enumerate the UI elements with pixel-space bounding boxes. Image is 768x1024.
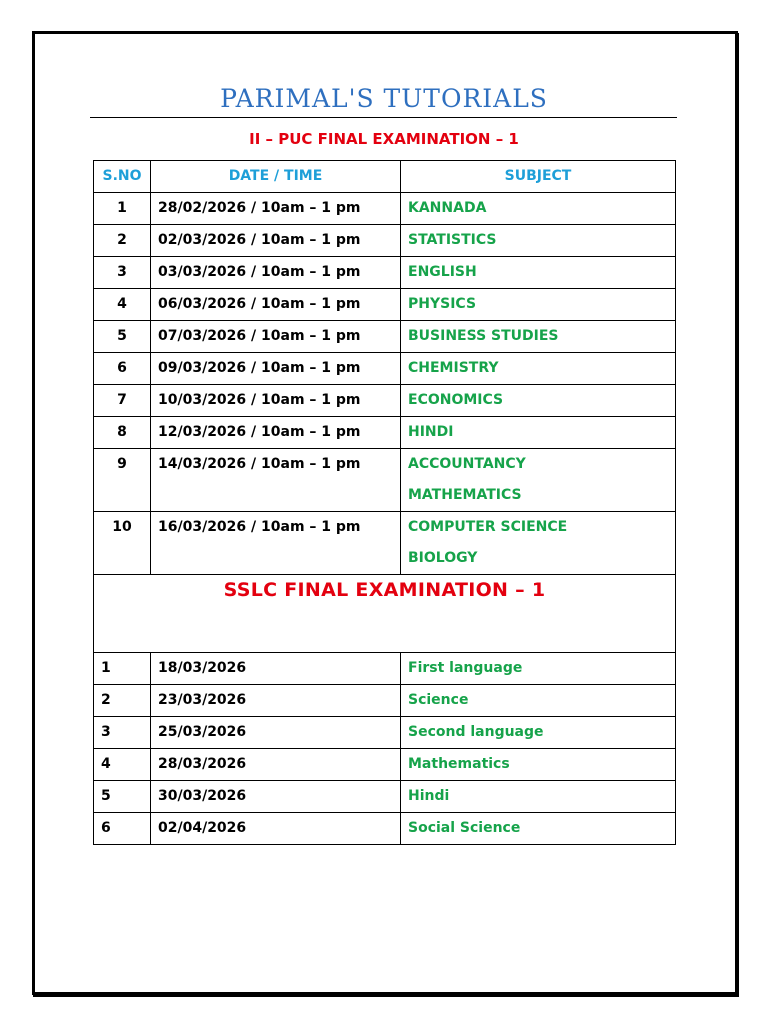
puc-table-row bbox=[94, 193, 676, 225]
date-time-cell: 09/03/2026 / 10am – 1 pm bbox=[151, 353, 401, 385]
subject-name: PHYSICS bbox=[408, 296, 477, 312]
subject-name: COMPUTER SCIENCE bbox=[408, 519, 568, 535]
sno-cell: 6 bbox=[94, 353, 151, 385]
puc-table-row bbox=[94, 512, 676, 575]
date-time-cell: 14/03/2026 / 10am – 1 pm bbox=[151, 449, 401, 512]
sslc-exam-heading: SSLC FINAL EXAMINATION – 1 bbox=[223, 579, 546, 601]
date-time-cell: 03/03/2026 / 10am – 1 pm bbox=[151, 257, 401, 289]
puc-table-row bbox=[94, 417, 676, 449]
puc-table-row bbox=[94, 289, 676, 321]
sslc-heading-row bbox=[94, 575, 676, 653]
subject-cell: First language bbox=[401, 653, 676, 685]
date-cell: 28/03/2026 bbox=[151, 749, 401, 781]
sslc-table-row bbox=[94, 653, 676, 685]
sno-cell: 4 bbox=[94, 289, 151, 321]
subject-cell bbox=[401, 417, 676, 449]
date-time-cell: 12/03/2026 / 10am – 1 pm bbox=[151, 417, 401, 449]
sslc-heading-cell bbox=[94, 575, 676, 653]
subject-name: ECONOMICS bbox=[408, 392, 504, 408]
sslc-table-row bbox=[94, 685, 676, 717]
sno-cell: 2 bbox=[94, 225, 151, 257]
subject-cell bbox=[401, 225, 676, 257]
table-header-row bbox=[94, 161, 676, 193]
date-time-cell: 16/03/2026 / 10am – 1 pm bbox=[151, 512, 401, 575]
puc-table-row bbox=[94, 225, 676, 257]
sslc-table-row bbox=[94, 749, 676, 781]
subject-name: BUSINESS STUDIES bbox=[408, 328, 559, 344]
date-cell: 30/03/2026 bbox=[151, 781, 401, 813]
date-cell: 25/03/2026 bbox=[151, 717, 401, 749]
date-cell: 02/04/2026 bbox=[151, 813, 401, 845]
header-date-time: DATE / TIME bbox=[151, 161, 401, 193]
subject-cell: Social Science bbox=[401, 813, 676, 845]
subject-cell bbox=[401, 512, 676, 575]
date-time-cell: 10/03/2026 / 10am – 1 pm bbox=[151, 385, 401, 417]
subject-name: BIOLOGY bbox=[408, 550, 478, 566]
sno-cell: 1 bbox=[94, 653, 151, 685]
subject-cell: Hindi bbox=[401, 781, 676, 813]
subject-cell bbox=[401, 257, 676, 289]
subject-name: MATHEMATICS bbox=[408, 487, 522, 503]
sslc-table-row bbox=[94, 813, 676, 845]
header-sno: S.NO bbox=[94, 161, 151, 193]
sslc-table-row bbox=[94, 717, 676, 749]
sno-cell: 3 bbox=[94, 717, 151, 749]
subject-cell bbox=[401, 193, 676, 225]
puc-exam-heading: II – PUC FINAL EXAMINATION – 1 bbox=[249, 130, 519, 148]
sno-cell: 8 bbox=[94, 417, 151, 449]
sno-cell: 3 bbox=[94, 257, 151, 289]
header-subject: SUBJECT bbox=[401, 161, 676, 193]
sslc-table-row bbox=[94, 781, 676, 813]
sno-cell: 4 bbox=[94, 749, 151, 781]
puc-table-row bbox=[94, 321, 676, 353]
subject-name: STATISTICS bbox=[408, 232, 497, 248]
puc-table-row bbox=[94, 257, 676, 289]
puc-table-row bbox=[94, 449, 676, 512]
subject-name: HINDI bbox=[408, 424, 454, 440]
subject-cell bbox=[401, 353, 676, 385]
date-cell: 18/03/2026 bbox=[151, 653, 401, 685]
sno-cell: 10 bbox=[94, 512, 151, 575]
subject-name: ACCOUNTANCY bbox=[408, 456, 526, 472]
sno-cell: 9 bbox=[94, 449, 151, 512]
subject-cell: Mathematics bbox=[401, 749, 676, 781]
title-underline bbox=[90, 117, 677, 118]
sno-cell: 6 bbox=[94, 813, 151, 845]
sno-cell: 1 bbox=[94, 193, 151, 225]
subject-cell bbox=[401, 289, 676, 321]
exam-schedule-table bbox=[93, 160, 676, 845]
subject-cell bbox=[401, 321, 676, 353]
date-time-cell: 02/03/2026 / 10am – 1 pm bbox=[151, 225, 401, 257]
puc-table-row bbox=[94, 385, 676, 417]
date-time-cell: 06/03/2026 / 10am – 1 pm bbox=[151, 289, 401, 321]
subject-name: ENGLISH bbox=[408, 264, 477, 280]
sno-cell: 7 bbox=[94, 385, 151, 417]
subject-cell bbox=[401, 385, 676, 417]
subject-name: CHEMISTRY bbox=[408, 360, 499, 376]
sno-cell: 2 bbox=[94, 685, 151, 717]
date-time-cell: 07/03/2026 / 10am – 1 pm bbox=[151, 321, 401, 353]
puc-table-row bbox=[94, 353, 676, 385]
sno-cell: 5 bbox=[94, 781, 151, 813]
subject-cell: Science bbox=[401, 685, 676, 717]
date-time-cell: 28/02/2026 / 10am – 1 pm bbox=[151, 193, 401, 225]
subject-cell bbox=[401, 449, 676, 512]
subject-name: KANNADA bbox=[408, 200, 487, 216]
sno-cell: 5 bbox=[94, 321, 151, 353]
date-cell: 23/03/2026 bbox=[151, 685, 401, 717]
subject-cell: Second language bbox=[401, 717, 676, 749]
page-title: PARIMAL'S TUTORIALS bbox=[220, 84, 548, 113]
